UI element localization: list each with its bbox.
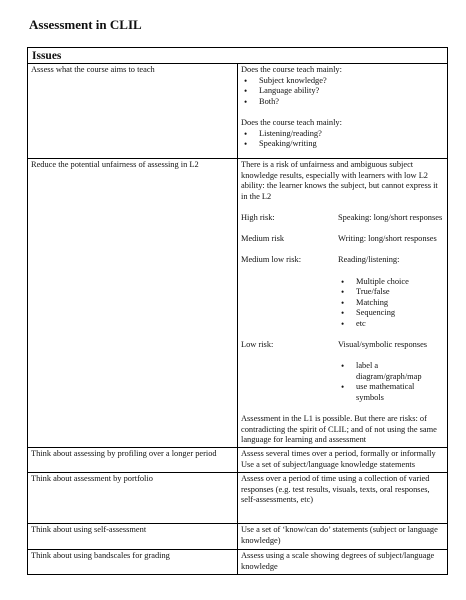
- bullet-list: [241, 129, 444, 150]
- low-risk-line: [241, 340, 444, 351]
- document-title: Assessment in CLIL: [29, 17, 142, 32]
- bullet-list: [338, 361, 444, 403]
- medium-risk-line: [241, 234, 444, 245]
- list-item: • label a diagram/graph/map: [338, 361, 444, 382]
- bullet-list: [338, 277, 444, 330]
- row-issue-label: Reduce the potential unfairness of assessing in L2: [28, 159, 238, 448]
- intro-text: There is a risk of unfairness and ambiguous subject knowledge results, especially with learners with low L2 ability: the learner knows the subject, but cannot express it in the L2: [241, 160, 438, 201]
- risk-value: Reading/listening:: [338, 255, 400, 265]
- row-details: Assess over a period of time using a collection of varied responses (e.g. test results, visuals, texts, oral responses, self-assessments, etc): [238, 473, 448, 524]
- list-item: • etc: [338, 319, 444, 330]
- list-item: • Multiple choice: [338, 277, 444, 288]
- table-row: [28, 448, 448, 473]
- bullet-list: [241, 76, 444, 108]
- risk-label: Medium risk: [241, 234, 285, 244]
- list-item: • Matching: [338, 298, 444, 309]
- table-row: [28, 473, 448, 524]
- risk-value: Visual/symbolic responses: [338, 340, 428, 350]
- question-text: Does the course teach mainly:: [241, 117, 342, 127]
- table-row: [28, 64, 448, 159]
- list-item: • Subject knowledge?: [241, 76, 444, 87]
- table-row: [28, 550, 448, 575]
- issues-table: [27, 47, 448, 575]
- issues-header: Issues: [28, 48, 448, 64]
- high-risk-line: [241, 213, 444, 224]
- row-details: [238, 159, 448, 448]
- risk-value: Speaking: long/short responses: [338, 212, 443, 222]
- table-header-row: [28, 48, 448, 64]
- question-text: Does the course teach mainly:: [241, 65, 342, 74]
- row-issue-label: Think about using bandscales for grading: [28, 550, 238, 575]
- row-details: Assess several times over a period, formally or informally Use a set of subject/language knowledge statements: [238, 448, 448, 473]
- list-item: • use mathematical symbols: [338, 382, 444, 403]
- table-row: [28, 159, 448, 448]
- table-row: [28, 524, 448, 550]
- list-item: • Both?: [241, 97, 444, 108]
- row-details: Assess using a scale showing degrees of subject/language knowledge: [238, 550, 448, 575]
- list-item: • Sequencing: [338, 308, 444, 319]
- list-item: • Speaking/writing: [241, 139, 444, 150]
- list-item: • True/false: [338, 287, 444, 298]
- note-text: Assessment in the L1 is possible. But there are risks: of contradicting the spirit of CLIL; and of not using the same language for learning and assessment: [241, 414, 437, 445]
- list-item: • Listening/reading?: [241, 129, 444, 140]
- row-issue-label: Assess what the course aims to teach: [28, 64, 238, 159]
- row-issue-label: Think about assessing by profiling over a longer period: [28, 448, 238, 473]
- risk-label: High risk:: [241, 212, 275, 222]
- medium-low-risk-line: [241, 255, 444, 266]
- risk-label: Medium low risk:: [241, 255, 302, 265]
- list-item: • Language ability?: [241, 86, 444, 97]
- row-details: [238, 64, 448, 159]
- row-issue-label: Think about using self-assessment: [28, 524, 238, 550]
- risk-value: Writing: long/short responses: [338, 234, 437, 244]
- risk-label: Low risk:: [241, 340, 274, 350]
- row-details: Use a set of ‘know/can do’ statements (subject or language knowledge): [238, 524, 448, 550]
- row-issue-label: Think about assessment by portfolio: [28, 473, 238, 524]
